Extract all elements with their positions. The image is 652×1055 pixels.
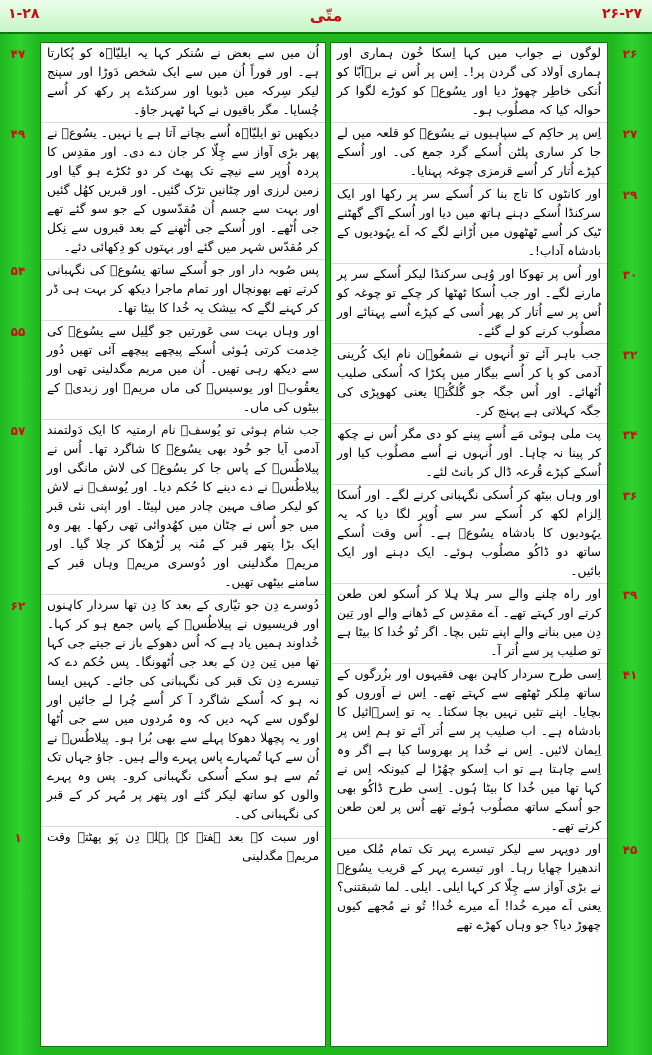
verse-number: ۳۹ <box>622 588 638 602</box>
verse-text: لوگوں نے جواب میں کہا اِسکا خُون ہماری اور ہماری اَولاد کی گردن پر!۔ اِس پر اُس نے برؔاَبّا کو اُنکی خاطِر چھوڑ دیا اور یسُوعؔ کو کوڑے لگوا کر حوالہ کیا کہ مصلُوب ہو۔ <box>337 46 601 117</box>
verse-text: پس صُوبہ دار اور جو اُسکے ساتھ یسُوعؔ کی نگہبانی کرتے تھے بھونچال اور تمام ماجرا دیکھ کر بہت ہی ڈر کر کہنے لگے کہ بیشک یہ خُدا کا بیٹا تھا۔ <box>47 263 319 315</box>
verse-block <box>10 419 325 594</box>
verse-block <box>10 122 325 259</box>
verse-number: ۴۱ <box>622 668 638 682</box>
verse-block <box>331 343 638 423</box>
verse-number: ۶۲ <box>10 599 26 613</box>
verse-text: اور اُس پر تھوکا اور وُہی سرکنڈا لیکر اُسکے سر پر مارنے لگے۔ اور جب اُسکا ٹھٹھا کر چکے تو چوغہ کو اُس پر سے اُتار کر پھر اُسی کے کپڑے اُسے پہنائے اور مصلُوب کرنے کو لے گئے۔ <box>337 267 601 338</box>
verse-text: اِسی طرح سردار کاہِن بھی فقیہوں اور بزُرگوں کے ساتھ مِلکر ٹھٹھے سے کہتے تھے۔ اِس نے اَوروں کو بچایا۔ اپنے تئیں نہیں بچا سکتا۔ یہ تو اِسرؔائیل کا بادشاہ ہے۔ اب صلیب پر سے اُتر آئے تو ہم اِس پر اِیمان لائیں۔ اِس نے خُدا پر بھروسا کیا ہے اگر وہ اِسے چاہتا ہے تو اب اِسکو چھُڑا لے کیونکہ اِس نے کہا تھا میں خُدا کا بیٹا ہُوں۔ اِسی طرح ڈاکُو بھی جو اُسکے ساتھ مصلُوب ہُوئے تھے اُس پر لعن طعن کرتے تھے۔ <box>337 667 601 833</box>
verse-text: جب باہر آئے تو اُنہوں نے شمعُوؔن نام ایک کُرینی آدمی کو پا کر اُسے بیگار میں پکڑا کہ اُسکی صلیب اُٹھائے۔ اور اُس جگہ جو گُلگُتؔا یعنی کھوپڑی کی جگہ کہلاتی ہے پہنچ کر۔ <box>337 347 601 418</box>
verse-block <box>331 583 638 663</box>
verse-block <box>331 663 638 838</box>
verse-number: ۵۷ <box>10 424 26 438</box>
verse-block <box>10 259 325 320</box>
verse-text: دُوسرے دِن جو تیّاری کے بعد کا دِن تھا سردار کاہِنوں اور فریسیوں نے پیلاطُسؔ کے پاس جمع ہو کر کہا۔ خُداوند ہمیں یاد ہے کہ اُس دھوکے باز نے جیتے جی کہا تھا میں تِین دِن کے بعد جی اُٹھونگا۔ پس حُکم دے کہ تیسرے دِن تک قبر کی نگہبانی کی جائے۔ کہیں ایسا نہ ہو کہ اُسکے شاگرد آ کر اُسے چُرا لے جائیں اور لوگوں سے کہہ دیں کہ وہ مُردوں میں سے جی اُٹھا اور یہ پچھلا دھوکا پہلے سے بھی بُرا ہو۔ پیلاطُسؔ نے اُن سے کہا تُمہارے پاس پہرے والے ہیں۔ جاؤ جہاں تک تُم سے ہو سکے اُسکی نگہبانی کرو۔ پس وہ پہرے والوں کو ساتھ لیکر گئے اور پتھر پر مُہر کر کے قبر کی نگہبانی کی۔ <box>47 598 319 821</box>
verse-text: اُن میں سے بعض نے سُنکر کہا یہ ایلیّاؔہ کو پُکارتا ہے۔ اور فوراً اُن میں سے ایک شخص دَوڑا اور سپنج لیکر سِرکہ میں ڈبویا اور سرکنڈے پر رکھ کر اُسے چُسایا۔ مگر باقیوں نے کہا ٹھہر جاؤ۔ <box>47 46 319 117</box>
verse-number: ۴۷ <box>10 47 26 61</box>
chapter-range-left: ۱-۲۸ <box>8 6 40 22</box>
verse-block <box>331 838 638 937</box>
page-header <box>0 0 652 34</box>
verse-block <box>10 43 325 122</box>
verse-number: ۳۲ <box>622 348 638 362</box>
verse-text: اور سبت کے بعد ہفتہ کے پہلے دِن پَو پھٹتے وقت مریمؔ مگدلینی <box>47 830 319 863</box>
verse-number: ۴۹ <box>10 127 26 141</box>
chapter-range-right: ۲۶-۲۷ <box>602 6 642 22</box>
verse-text: اِس پر حاکِم کے سپاہیوں نے یسُوعؔ کو قلعہ میں لے جا کر ساری پلٹن اُسکے گرد جمع کی۔ اور اُسکے کپڑے اُتار کر اُسے قرمزی چوغہ پہنایا۔ <box>337 126 601 178</box>
verse-number: ۱ <box>14 831 22 845</box>
verse-block <box>331 43 638 122</box>
verse-text: جب شام ہوئی تو یُوسفؔ نام ارمتیہ کا ایک دَولتمند آدمی آیا جو خُود بھی یسُوعؔ کا شاگرد تھا۔ اُس نے پیلاطُسؔ کے پاس جا کر یسُوعؔ کی لاش مانگی اور پیلاطُسؔ نے دے دینے کا حُکم دیا۔ اور یُوسفؔ نے لاش کو لیکر صاف مہین چادر میں لپیٹا۔ اور اپنی نئی قبر میں جو اُس نے چٹان میں کھُدوائی تھی رکھا۔ پھر وہ ایک بڑا پتھر قبر کے مُنہ پر لُڑھکا کر چلا گیا۔ اور مریمؔ مگدلینی اور دُوسری مریمؔ وہاں قبر کے سامنے بیٹھی تھیں۔ <box>47 423 319 589</box>
verse-number: ۳۴ <box>622 428 638 442</box>
verse-number: ۴۵ <box>622 843 638 857</box>
verse-block <box>10 594 325 826</box>
verse-block <box>331 122 638 183</box>
page-body <box>0 34 652 1055</box>
verse-number: ۲۹ <box>622 188 638 202</box>
left-text-column <box>10 42 326 1047</box>
verse-block <box>331 183 638 263</box>
book-title: متّی <box>309 6 343 25</box>
verse-block <box>331 484 638 583</box>
verse-text: اور دوپہر سے لیکر تیسرے پہر تک تمام مُلک میں اندھیرا چھایا رہا۔ اور تیسرے پہر کے قریب یسُوعؔ نے بڑی آواز سے چِلّا کر کہا ایلی۔ ایلی۔ لما شبقتنی؟ یعنی اَے میرے خُدا! اَے میرے خُدا! تُو نے مُجھے کیوں چھوڑ دیا؟ جو وہاں کھڑے تھے <box>337 842 601 932</box>
verse-text: پت ملی ہوئی مَے اُسے پینے کو دی مگر اُس نے چکھ کر پینا نہ چاہا۔ اور اُنہوں نے اُسے مصلُوب کیا اور اُسکے کپڑے قُرعہ ڈال کر بانٹ لئے۔ <box>337 427 601 479</box>
verse-text: اور کانٹوں کا تاج بنا کر اُسکے سر پر رکھا اور ایک سرکنڈا اُسکے دہنے ہاتھ میں دیا اور اُسکے آگے گھٹنے ٹیک کر اُسے ٹھٹھوں میں اُڑانے لگے کہ اَے یہُودیوں کے بادشاہ آداب!۔ <box>337 187 601 258</box>
verse-block <box>331 263 638 343</box>
verse-text: اور راہ چلنے والے سر ہِلا ہِلا کر اُسکو لعن طعن کرتے اور کہتے تھے۔ اَے مقدِس کے ڈھانے والے اور تِین دِن میں بنانے والے اپنے تئیں بچا۔ اگر تُو خُدا کا بیٹا ہے تو صلیب پر سے اُتر آ۔ <box>337 587 601 658</box>
verse-number: ۳۶ <box>622 489 638 503</box>
verse-number: ۲۷ <box>622 127 638 141</box>
verse-number: ۵۴ <box>10 264 26 278</box>
verse-text: اور وہاں بہت سی عَورتیں جو گلِیل سے یسُوعؔ کی خِدمت کرتی ہُوئی اُسکے پیچھے پیچھے آئی تھیں دُور سے دیکھ رہی تھیں۔ اُن میں مریم مگدلینی تھی اور یعقُوبؔ اور یوسیسؔ کی ماں مریمؔ اور زبدیؔ کے بیٹوں کی ماں۔ <box>47 324 319 414</box>
verse-block <box>10 320 325 419</box>
verse-number: ۵۵ <box>10 325 26 339</box>
verse-block <box>14 826 325 868</box>
verse-block <box>331 423 638 484</box>
verse-text: دیکھیں تو ایلیّاؔہ اُسے بچانے آتا ہے یا نہیں۔ یسُوعؔ نے پھر بڑی آواز سے چِلّا کر جان دے دی۔ اور مقدِس کا پردہ اُوپر سے نیچے تک پھٹ کر دو ٹکڑے ہو گیا اور زمین لرزی اور چٹانیں تڑک گئیں۔ اور قبریں کھُل گئیں اور بہت سے جسم اُن مُقدّسوں کے جو سو گئے تھے جی اُٹھے۔ اور اُسکے جی اُٹھنے کے بعد قبروں سے نِکل کر مُقدّس شہر میں گئے اور بہتوں کو دِکھائی دئے۔ <box>47 126 319 254</box>
right-text-column <box>330 42 638 1047</box>
verse-number: ۲۶ <box>622 47 638 61</box>
verse-number: ۳۰ <box>622 268 638 282</box>
verse-text: اور وہاں بیٹھ کر اُسکی نگہبانی کرنے لگے۔ اور اُسکا اِلزام لکھ کر اُسکے سر سے اُوپر لگا دیا کہ یہ یہُودیوں کا بادشاہ یسُوعؔ ہے۔ اُس وقت اُسکے ساتھ دو ڈاکُو مصلُوب ہوئے۔ ایک دہنے اور ایک بائیں۔ <box>337 488 601 578</box>
